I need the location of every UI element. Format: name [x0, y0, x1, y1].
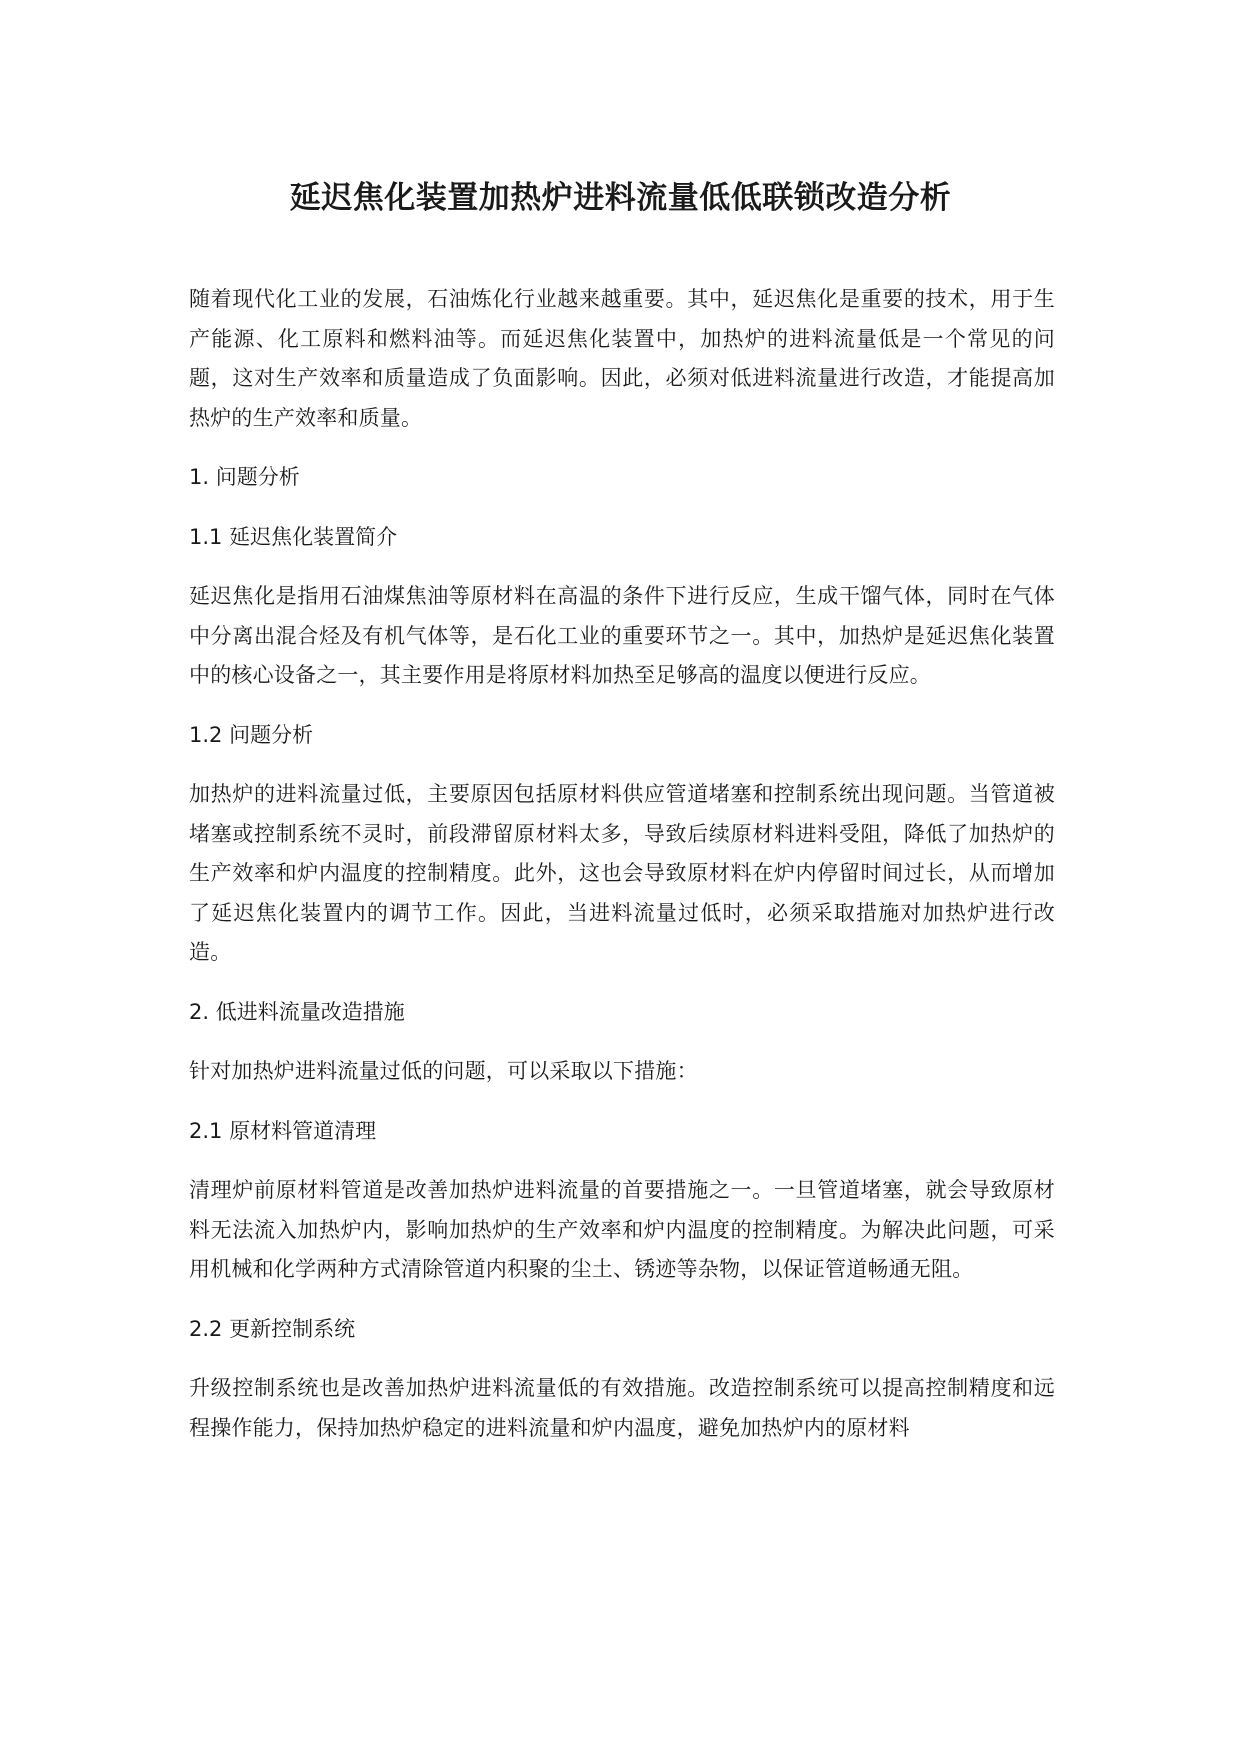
section-1-heading: 1. 问题分析 [189, 465, 300, 489]
section-2-2-paragraph: 升级控制系统也是改善加热炉进料流量低的有效措施。改造控制系统可以提高控制精度和远程操作能力，保持加热炉稳定的进料流量和炉内温度，避免加热炉内的原材料 [189, 1376, 1055, 1440]
section-1-2-heading: 1.2 问题分析 [189, 722, 314, 747]
section-1-1-heading: 1.1 延迟焦化装置简介 [189, 524, 398, 549]
section-2-1-heading: 2.1 原材料管道清理 [189, 1118, 377, 1143]
section-1-1-paragraph: 延迟焦化是指用石油煤焦油等原材料在高温的条件下进行反应，生成干馏气体，同时在气体中分离出混合烃及有机气体等，是石化工业的重要环节之一。其中，加热炉是延迟焦化装置中的核心设备之一，其主要作用是将原材料加热至足够高的温度以便进行反应。 [189, 584, 1055, 687]
document-body [189, 280, 1055, 1468]
document-title: 延迟焦化装置加热炉进料流量低低联锁改造分析 [289, 180, 952, 216]
section-2-1-paragraph: 清理炉前原材料管道是改善加热炉进料流量的首要措施之一。一旦管道堵塞，就会导致原材料无法流入加热炉内，影响加热炉的生产效率和炉内温度的控制精度。为解决此问题，可采用机械和化学两种方式清除管道内积聚的尘土、锈迹等杂物，以保证管道畅通无阻。 [189, 1178, 1055, 1281]
section-2-heading: 2. 低进料流量改造措施 [189, 999, 405, 1024]
section-1-2-paragraph: 加热炉的进料流量过低，主要原因包括原材料供应管道堵塞和控制系统出现问题。当管道被堵塞或控制系统不灵时，前段滞留原材料太多，导致后续原材料进料受阻，降低了加热炉的生产效率和炉内温度的控制精度。此外，这也会导致原材料在炉内停留时间过长，从而增加了延迟焦化装置内的调节工作。因此，当进料流量过低时，必须采取措施对加热炉进行改造。 [189, 782, 1055, 964]
section-2-2-heading: 2.2 更新控制系统 [189, 1316, 356, 1341]
section-2-intro-paragraph: 针对加热炉进料流量过低的问题，可以采取以下措施： [189, 1059, 698, 1083]
intro-paragraph: 随着现代化工业的发展，石油炼化行业越来越重要。其中，延迟焦化是重要的技术，用于生产能源、化工原料和燃料油等。而延迟焦化装置中，加热炉的进料流量低是一个常见的问题，这对生产效率和质量造成了负面影响。因此，必须对低进料流量进行改造，才能提高加热炉的生产效率和质量。 [189, 287, 1055, 430]
